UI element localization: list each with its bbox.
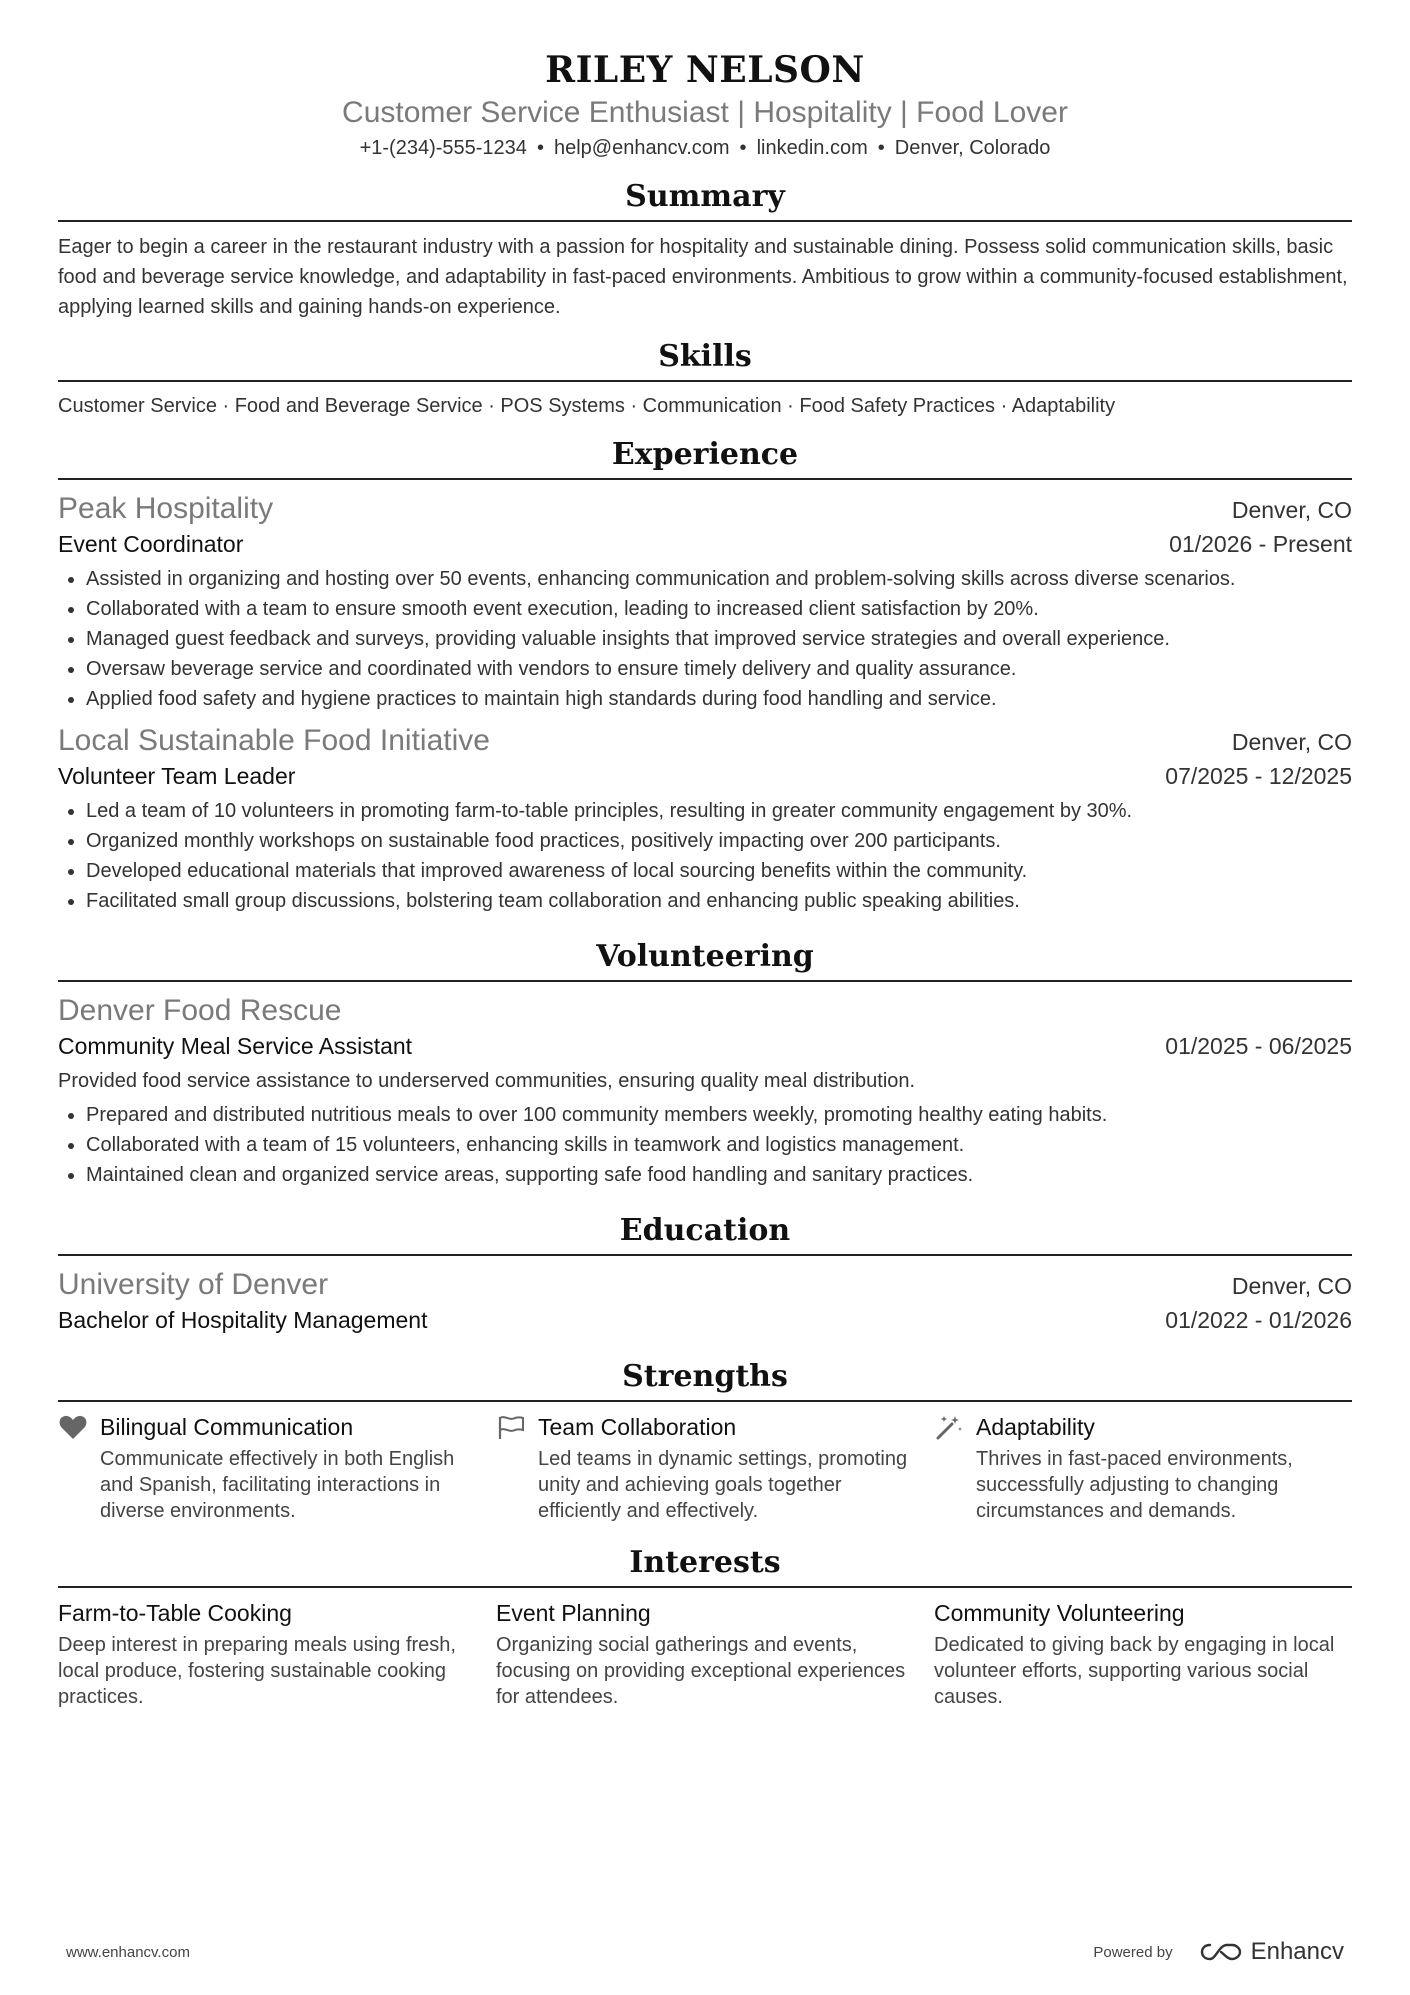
degree: Bachelor of Hospitality Management (58, 1307, 428, 1333)
job-title: Volunteer Team Leader (58, 763, 296, 789)
achievement-item: • Facilitated small group discussions, bolstering team collaboration and enhancing public speaking abilities. (86, 886, 1352, 916)
interest-description: Organizing social gatherings and events, focusing on providing exceptional experiences for attendees. (496, 1634, 906, 1708)
separator: • (739, 137, 747, 159)
interests-grid (58, 1598, 1352, 1710)
achievement-list (58, 1100, 1352, 1190)
achievement-list (58, 564, 1352, 714)
section-title: Summary (625, 179, 785, 214)
strength-item (496, 1412, 914, 1524)
strength-description: Thrives in fast-paced environments, successfully adjusting to changing circumstances and demands. (976, 1448, 1293, 1522)
achievement-item: • Maintained clean and organized service areas, supporting safe food handling and sanitary practices. (86, 1160, 1352, 1190)
interest-title: Community Volunteering (934, 1600, 1185, 1626)
education-section (58, 1212, 1352, 1336)
interests-section (58, 1544, 1352, 1710)
section-divider (58, 1254, 1352, 1256)
heart-icon (58, 1412, 88, 1442)
achievement-item: • Organized monthly workshops on sustainable food practices, positively impacting over 200 participants. (86, 826, 1352, 856)
strength-description: Led teams in dynamic settings, promoting unity and achieving goals together efficiently and effectively. (538, 1448, 908, 1522)
section-title: Volunteering (596, 939, 814, 974)
strength-title: Team Collaboration (538, 1414, 737, 1440)
skills-list: Customer Service · Food and Beverage Service · POS Systems · Communication · Food Safety Practices · Adaptability (58, 395, 1116, 417)
flag-icon (496, 1412, 526, 1442)
experience-entry (58, 722, 1352, 916)
achievement-item: • Applied food safety and hygiene practices to maintain high standards during food handling and service. (86, 684, 1352, 714)
strengths-section (58, 1358, 1352, 1524)
email-link[interactable]: help@enhancv.com (553, 137, 730, 159)
summary-text: Eager to begin a career in the restaurant industry with a passion for hospitality and sustainable dining. Possess solid communication skills, basic food and beverage service knowledge, and adaptability in fast-paced environments. Ambitious to grow within a community-focused establishment, applying learned skills and gaining hands-on experience. (58, 236, 1348, 318)
brand-name: Enhancv (1250, 1938, 1344, 1965)
achievement-item: • Oversaw beverage service and coordinated with vendors to ensure timely delivery and quality assurance. (86, 654, 1352, 684)
section-divider (58, 478, 1352, 480)
interest-title: Farm-to-Table Cooking (58, 1600, 292, 1626)
powered-by (1093, 1938, 1344, 1966)
volunteer-description: Provided food service assistance to underserved communities, ensuring quality meal distribution. (58, 1070, 916, 1092)
job-dates: 07/2025 - 12/2025 (1165, 763, 1352, 789)
volunteer-dates: 01/2025 - 06/2025 (1165, 1033, 1352, 1059)
achievement-item: • Prepared and distributed nutritious meals to over 100 community members weekly, promoting healthy eating habits. (86, 1100, 1352, 1130)
achievement-item: • Developed educational materials that improved awareness of local sourcing benefits within the community. (86, 856, 1352, 886)
achievement-item: • Led a team of 10 volunteers in promoting farm-to-table principles, resulting in greater community engagement by 30%. (86, 796, 1352, 826)
company-name: Peak Hospitality (58, 492, 274, 525)
strength-title: Adaptability (976, 1414, 1095, 1440)
section-divider (58, 220, 1352, 222)
linkedin-link[interactable]: linkedin.com (756, 137, 868, 159)
strength-item (58, 1412, 476, 1524)
phone[interactable]: +1-(234)-555-1234 (359, 137, 527, 159)
section-title: Interests (629, 1545, 781, 1580)
summary-section (58, 178, 1352, 322)
experience-section (58, 436, 1352, 916)
achievement-list (58, 796, 1352, 916)
interest-title: Event Planning (496, 1600, 651, 1626)
company-name: Local Sustainable Food Initiative (58, 724, 490, 757)
section-divider (58, 1400, 1352, 1402)
enhancv-logo[interactable] (1199, 1938, 1344, 1966)
achievement-item: • Assisted in organizing and hosting over 50 events, enhancing communication and problem-solving skills across diverse scenarios. (86, 564, 1352, 594)
job-location: Denver, CO (1231, 729, 1352, 755)
interest-item (496, 1598, 914, 1710)
strength-item (934, 1412, 1352, 1524)
magic-wand-icon (934, 1412, 964, 1442)
separator: • (877, 137, 885, 159)
organization-name: Denver Food Rescue (58, 994, 342, 1027)
education-entry (58, 1266, 1352, 1336)
experience-entry (58, 490, 1352, 714)
website-link[interactable]: www.enhancv.com (66, 1943, 190, 1961)
achievement-item: • Managed guest feedback and surveys, providing valuable insights that improved service strategies and overall experience. (86, 624, 1352, 654)
section-title: Strengths (622, 1359, 788, 1394)
separator: • (536, 137, 544, 159)
section-title: Skills (658, 339, 752, 374)
location: Denver, Colorado (894, 137, 1051, 159)
skills-section (58, 338, 1352, 420)
strengths-grid (58, 1412, 1352, 1524)
resume-header (58, 48, 1352, 162)
section-divider (58, 1586, 1352, 1588)
achievement-item: • Collaborated with a team to ensure smooth event execution, leading to increased client satisfaction by 20%. (86, 594, 1352, 624)
section-divider (58, 980, 1352, 982)
school-location: Denver, CO (1231, 1273, 1352, 1299)
interest-description: Deep interest in preparing meals using fresh, local produce, fostering sustainable cooking practices. (58, 1634, 456, 1708)
job-location: Denver, CO (1231, 497, 1352, 523)
page-footer (66, 1938, 1344, 1966)
powered-by-label: Powered by (1093, 1943, 1173, 1961)
school-name: University of Denver (58, 1268, 329, 1301)
volunteer-role: Community Meal Service Assistant (58, 1033, 413, 1059)
interest-item (58, 1598, 476, 1710)
section-title: Education (619, 1213, 791, 1248)
job-dates: 01/2026 - Present (1169, 531, 1352, 557)
strength-title: Bilingual Communication (100, 1414, 354, 1440)
section-title: Experience (611, 437, 799, 472)
candidate-tagline: Customer Service Enthusiast | Hospitality | Food Lover (342, 96, 1068, 129)
candidate-name: RILEY NELSON (545, 49, 865, 91)
volunteering-entry (58, 992, 1352, 1190)
infinity-icon (1199, 1941, 1243, 1963)
job-title: Event Coordinator (58, 531, 244, 557)
achievement-item: • Collaborated with a team of 15 volunteers, enhancing skills in teamwork and logistics management. (86, 1130, 1352, 1160)
interest-description: Dedicated to giving back by engaging in local volunteer efforts, supporting various social causes. (934, 1634, 1335, 1708)
section-divider (58, 380, 1352, 382)
volunteering-section (58, 938, 1352, 1190)
strength-description: Communicate effectively in both English and Spanish, facilitating interactions in diverse environments. (100, 1448, 455, 1522)
contact-line (58, 134, 1352, 162)
education-dates: 01/2022 - 01/2026 (1165, 1307, 1352, 1333)
interest-item (934, 1598, 1352, 1710)
